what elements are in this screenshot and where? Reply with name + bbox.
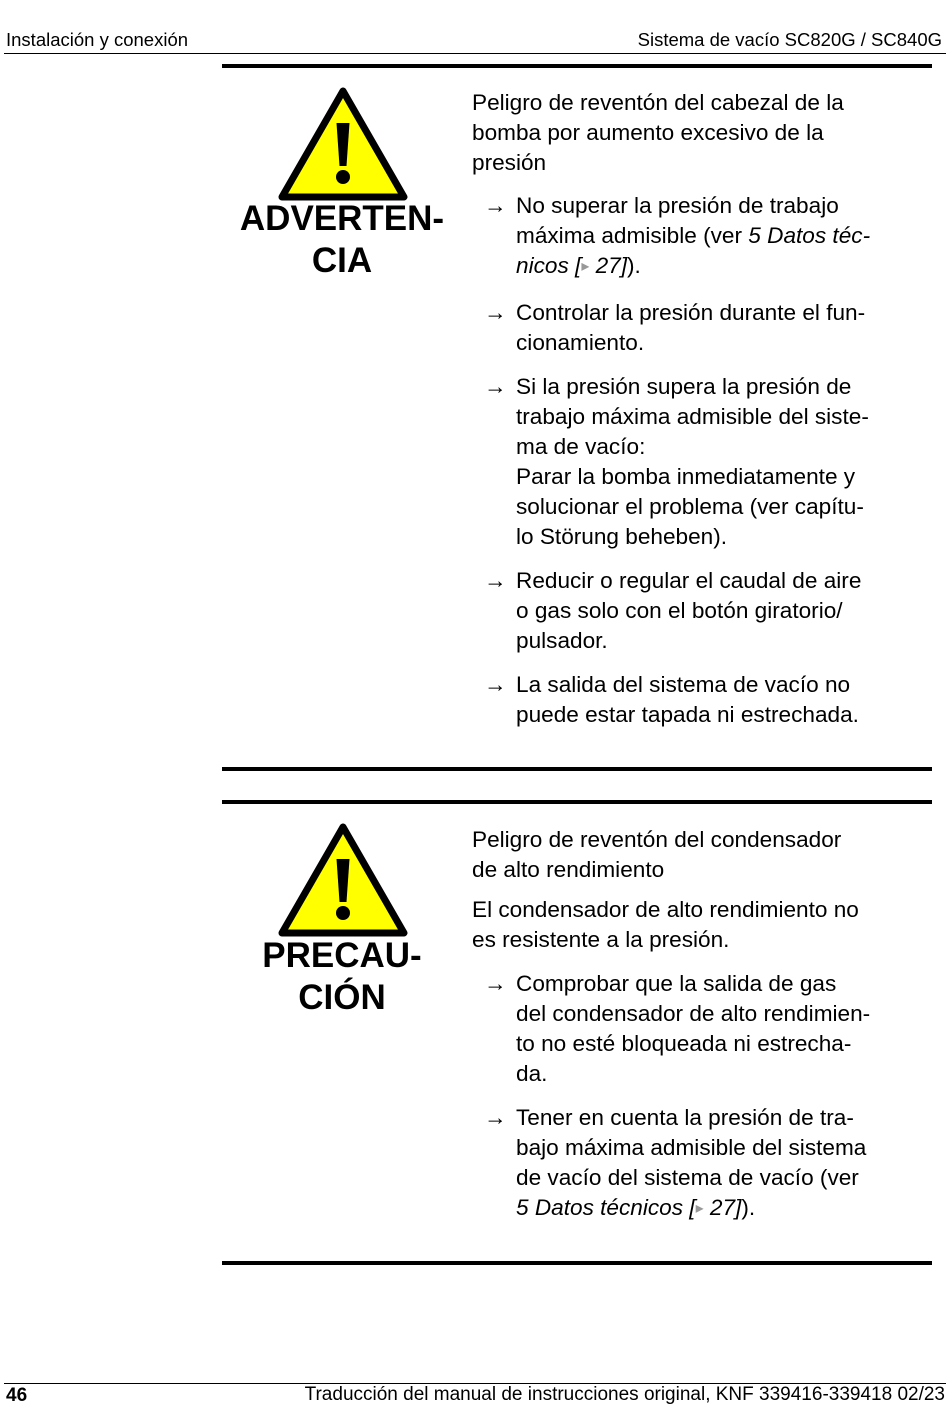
- text-line: es resistente a la presión.: [472, 927, 730, 952]
- header-document-title: Sistema de vacío SC820G / SC840G: [637, 29, 942, 50]
- text-line: Peligro de reventón del condensador: [472, 827, 842, 852]
- text-line: presión: [472, 150, 547, 175]
- step-item: [472, 566, 932, 656]
- text-line: de vacío del sistema de vacío (ver: [516, 1165, 859, 1190]
- text-line: máxima admisible (ver: [516, 223, 749, 248]
- text-line: Tener en cuenta la presión de tra-: [516, 1105, 854, 1130]
- caution-top-rule: [222, 800, 932, 804]
- text-line: ma de vacío:: [516, 434, 646, 459]
- step-item: [472, 1103, 932, 1226]
- step-item: [472, 670, 932, 730]
- warning-signal-word: [222, 198, 462, 282]
- text-line: No superar la presión de trabajo: [516, 193, 839, 218]
- text-line: trabajo máxima admisible del siste-: [516, 404, 869, 429]
- text-line: da.: [516, 1061, 548, 1086]
- arrow-right-icon: →: [484, 971, 507, 996]
- text-line: cionamiento.: [516, 330, 645, 355]
- text-line: del condensador de alto rendimien-: [516, 1001, 871, 1026]
- step-list: [472, 191, 932, 730]
- header-section-title: Instalación y conexión: [6, 29, 189, 50]
- arrow-right-icon: →: [484, 1105, 507, 1130]
- signal-word-line: PRECAU-: [262, 936, 422, 975]
- text-line: ).: [741, 1195, 756, 1220]
- text-line: de alto rendimiento: [472, 857, 665, 882]
- text-line: El condensador de alto rendimiento no: [472, 897, 859, 922]
- text-line: Peligro de reventón del cabezal de la: [472, 90, 844, 115]
- text-line: La salida del sistema de vacío no: [516, 672, 851, 697]
- hazard-description: [472, 895, 932, 955]
- cross-reference-link[interactable]: [516, 253, 627, 278]
- arrow-right-icon: →: [484, 672, 507, 697]
- text-line: 5 Datos técnicos [: [516, 1195, 696, 1220]
- cross-reference-link[interactable]: [516, 1195, 741, 1220]
- step-list: [472, 969, 932, 1226]
- text-line: Parar la bomba inmediatamente y: [516, 464, 856, 489]
- signal-word-line: ADVERTEN-: [239, 199, 445, 238]
- text-line: Controlar la presión durante el fun-: [516, 300, 866, 325]
- text-line: pulsador.: [516, 628, 608, 653]
- step-item: [472, 191, 932, 284]
- text-line: to no esté bloqueada ni estrecha-: [516, 1031, 852, 1056]
- cross-reference-link[interactable]: 5 Datos téc-: [748, 223, 871, 248]
- text-line: bomba por aumento excesivo de la: [472, 120, 824, 145]
- hazard-title: [472, 88, 932, 178]
- page-reference-icon: ▸: [581, 258, 590, 275]
- page-reference-icon: ▸: [695, 1200, 704, 1217]
- text-line: lo Störung beheben).: [516, 524, 728, 549]
- arrow-right-icon: →: [484, 568, 507, 593]
- text-line: o gas solo con el botón giratorio/: [516, 598, 843, 623]
- step-item: [472, 969, 932, 1089]
- caution-text: [472, 825, 932, 1226]
- arrow-right-icon: →: [484, 193, 507, 218]
- footer-document-info: Traducción del manual de instrucciones original, KNF 339416-339418 02/23: [304, 1384, 945, 1405]
- text-line: puede estar tapada ni estrechada.: [516, 702, 859, 727]
- hazard-title: [472, 825, 932, 885]
- caution-bottom-rule: [222, 1261, 932, 1265]
- warning-triangle-icon: [278, 822, 408, 938]
- page-number: 46: [6, 1385, 28, 1406]
- warning-triangle-icon: [278, 86, 408, 202]
- text-line: 27]: [589, 253, 628, 278]
- text-line: ).: [627, 253, 641, 278]
- step-item: [472, 298, 932, 358]
- arrow-right-icon: →: [484, 374, 507, 399]
- warning-top-rule: [222, 64, 932, 68]
- warning-text: [472, 88, 932, 730]
- text-line: Si la presión supera la presión de: [516, 374, 852, 399]
- text-line: 27]: [703, 1195, 742, 1220]
- header-divider: [4, 53, 946, 54]
- text-line: Reducir o regular el caudal de aire: [516, 568, 862, 593]
- text-line: Comprobar que la salida de gas: [516, 971, 837, 996]
- text-line: bajo máxima admisible del sistema: [516, 1135, 867, 1160]
- step-item: [472, 372, 932, 552]
- text-line: solucionar el problema (ver capítu-: [516, 494, 864, 519]
- text-line: nicos [: [516, 253, 582, 278]
- warning-bottom-rule: [222, 767, 932, 771]
- arrow-right-icon: →: [484, 300, 507, 325]
- caution-signal-word: [222, 935, 462, 1019]
- signal-word-line: CIÓN: [298, 978, 386, 1017]
- signal-word-line: CIA: [311, 241, 373, 280]
